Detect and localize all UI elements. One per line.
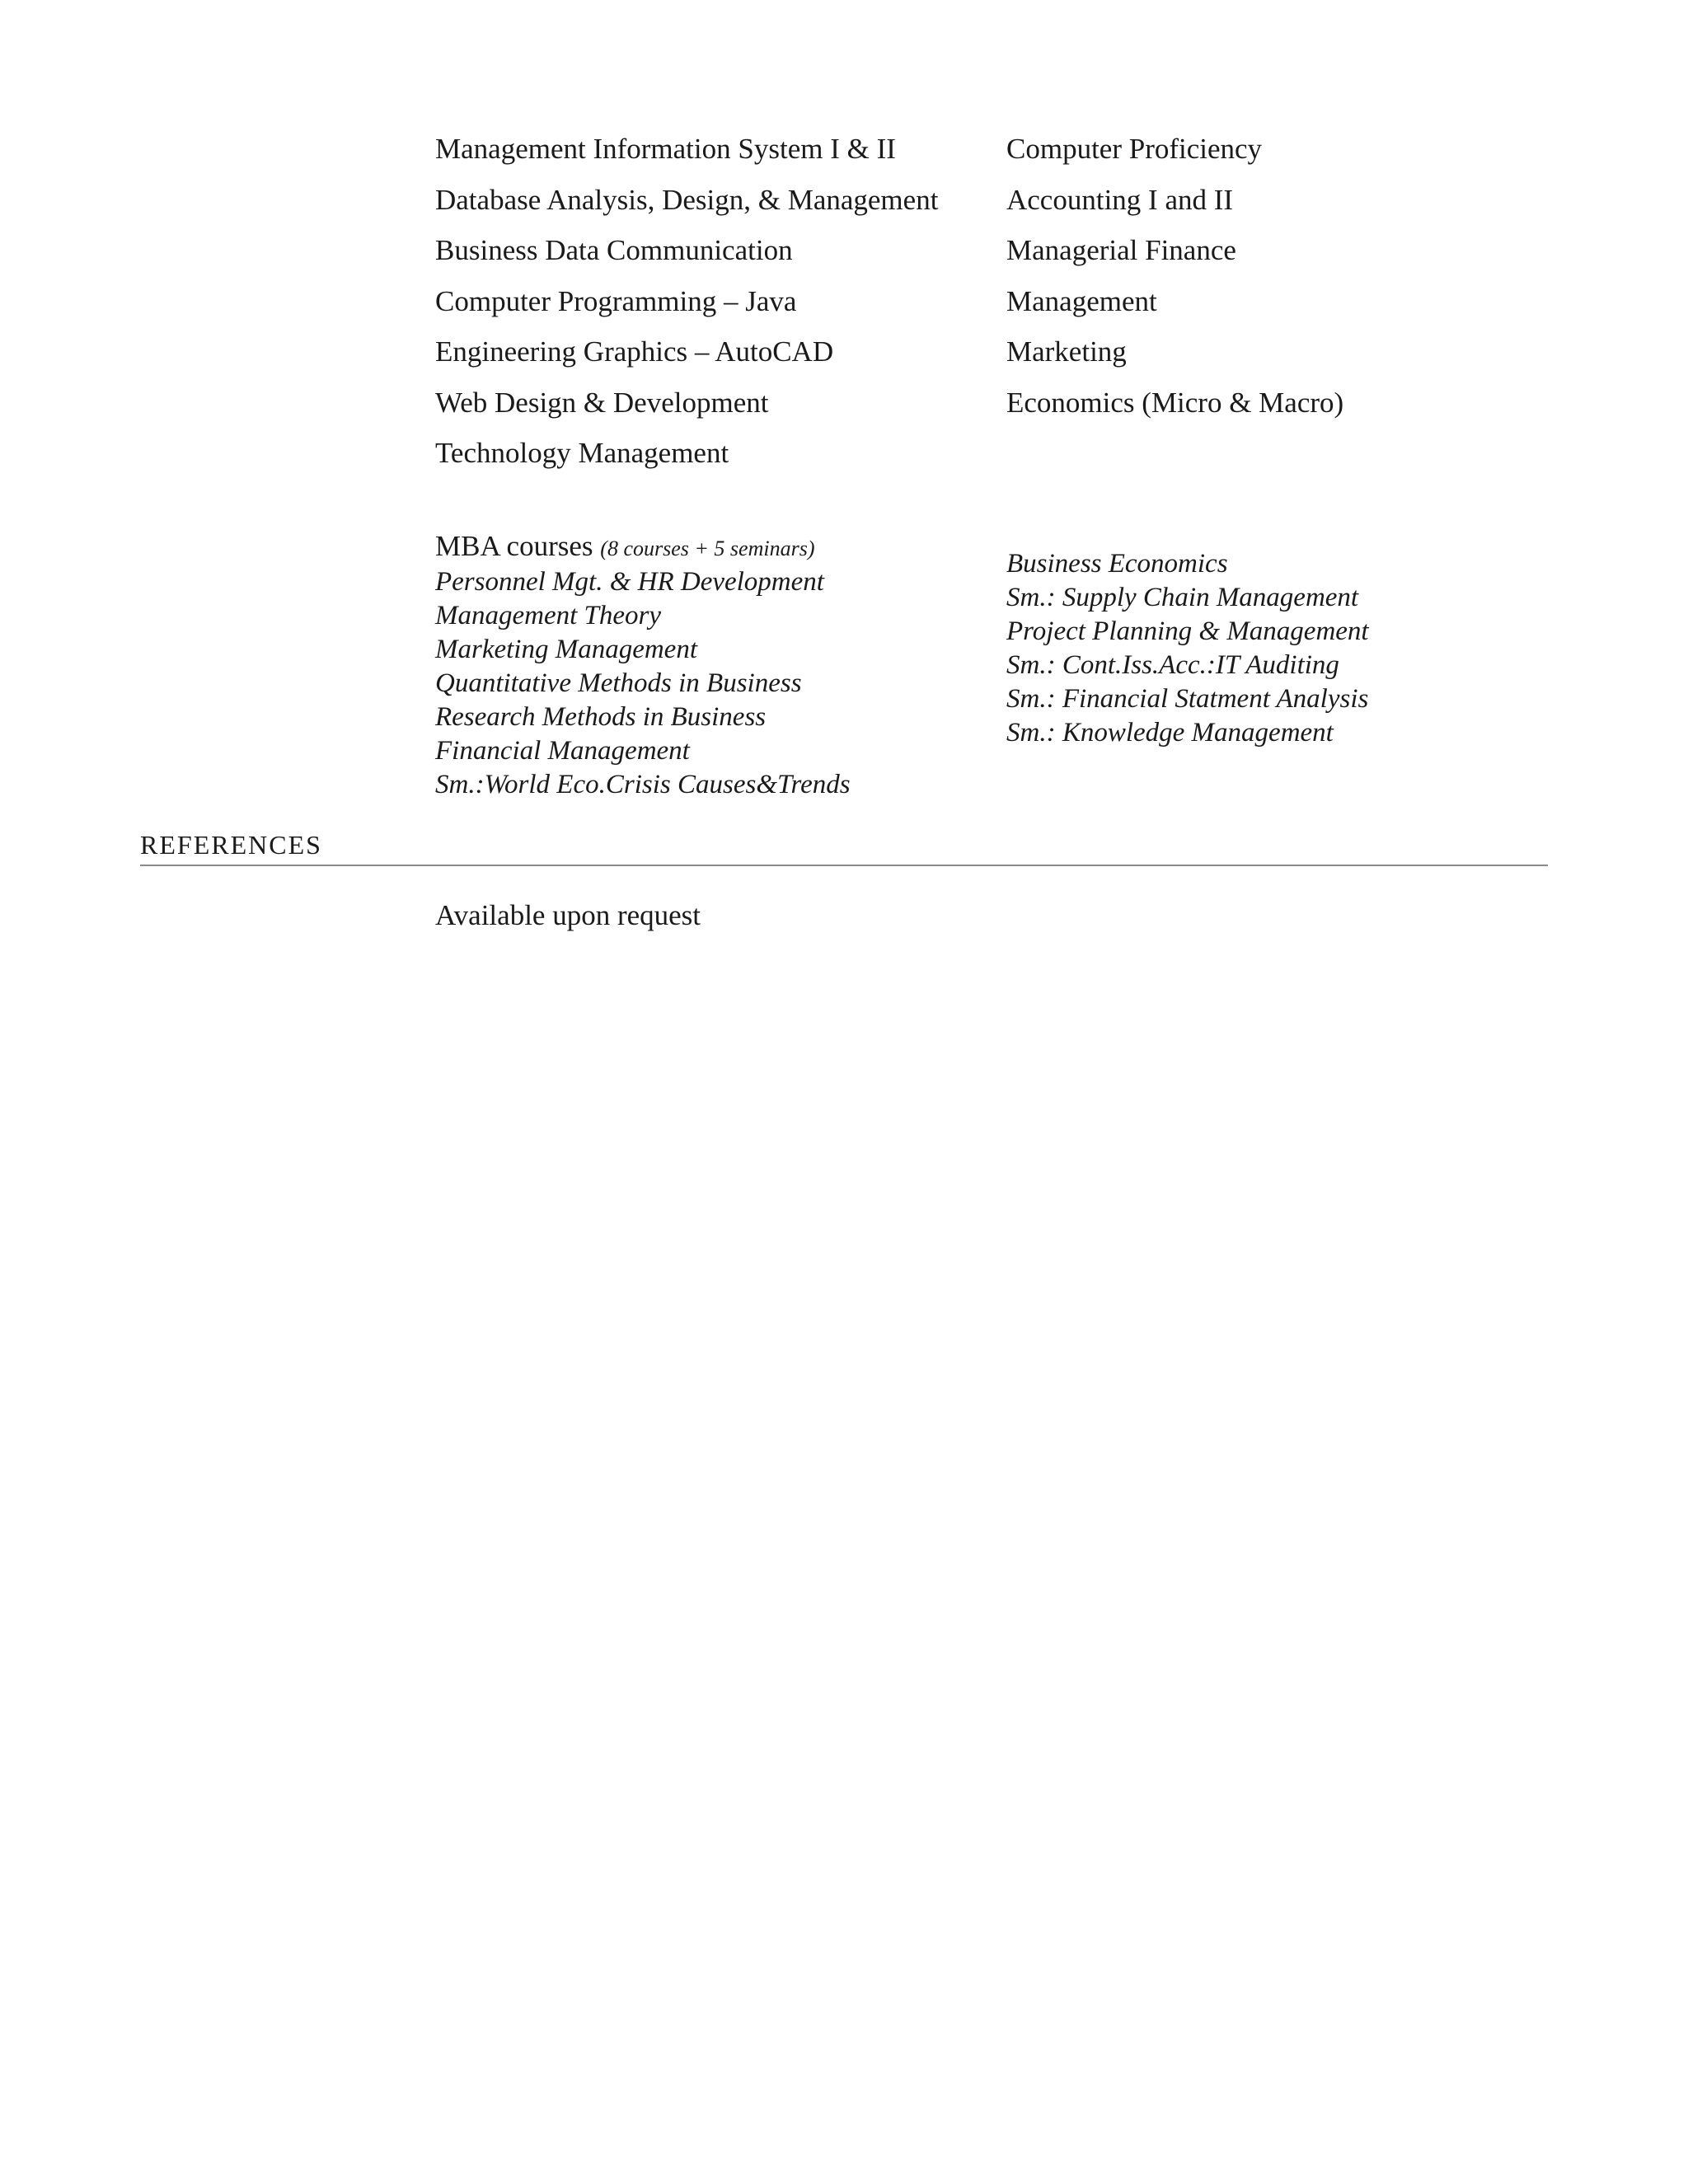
section-divider [140, 865, 1548, 866]
course-item: Marketing [1006, 335, 1127, 368]
course-item: Business Data Communication [435, 234, 793, 266]
course-item: Web Design & Development [435, 386, 769, 419]
mba-course-item: Sm.: Cont.Iss.Acc.:IT Auditing [1006, 650, 1339, 680]
references-text: Available upon request [435, 899, 701, 931]
mba-heading [435, 529, 996, 565]
course-item: Managerial Finance [1006, 234, 1236, 266]
mba-course-item: Sm.: Financial Statment Analysis [1006, 684, 1369, 714]
course-item: Database Analysis, Design, & Management [435, 183, 939, 216]
course-item: Accounting I and II [1006, 183, 1234, 216]
course-item: Computer Proficiency [1006, 133, 1263, 165]
mba-courses-left [435, 529, 996, 802]
mba-courses-right [1006, 547, 1600, 750]
mba-course-item: Project Planning & Management [1006, 616, 1369, 646]
course-item: Management Information System I & II [435, 133, 896, 165]
mba-course-item: Marketing Management [435, 635, 697, 664]
courses-right-column [1006, 124, 1583, 428]
course-item: Computer Programming – Java [435, 284, 797, 317]
mba-course-item: Research Methods in Business [435, 702, 767, 732]
mba-course-item: Financial Management [435, 736, 690, 766]
mba-note: (8 courses + 5 seminars) [600, 537, 815, 560]
mba-course-item: Business Economics [1006, 549, 1228, 579]
mba-course-item: Management Theory [435, 601, 662, 630]
course-item: Technology Management [435, 437, 729, 469]
course-item: Economics (Micro & Macro) [1006, 386, 1344, 419]
mba-course-item: Personnel Mgt. & HR Development [435, 567, 824, 597]
mba-label: MBA courses [435, 530, 593, 562]
mba-course-item: Sm.:World Eco.Crisis Causes&Trends [435, 770, 851, 799]
mba-course-item: Sm.: Knowledge Management [1006, 718, 1334, 748]
mba-course-item: Sm.: Supply Chain Management [1006, 583, 1359, 612]
courses-left-column [435, 124, 996, 479]
course-item: Engineering Graphics – AutoCAD [435, 335, 834, 368]
mba-course-item: Quantitative Methods in Business [435, 668, 802, 698]
references-heading: REFERENCES [140, 830, 322, 860]
course-item: Management [1006, 284, 1157, 317]
